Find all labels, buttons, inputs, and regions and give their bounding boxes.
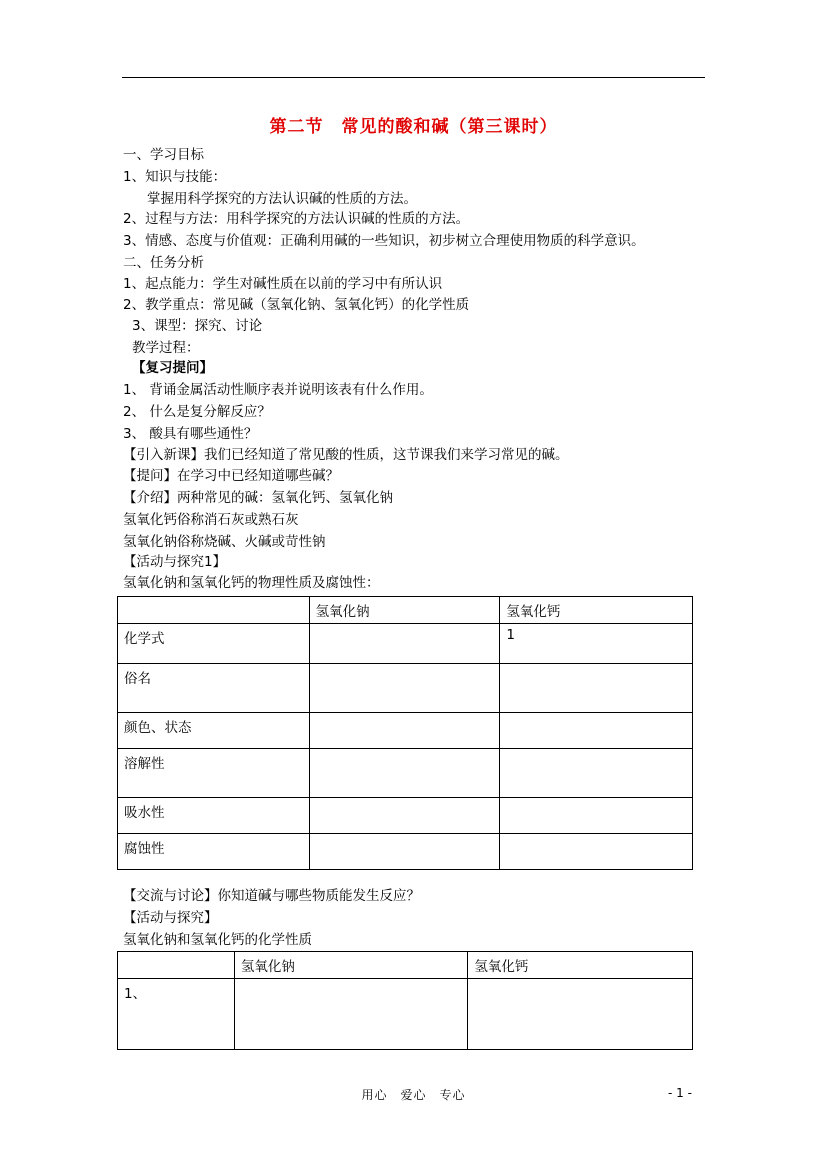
- text-line: 氢氧化钠和氢氧化钙的物理性质及腐蚀性：: [123, 575, 380, 591]
- header-rule: [122, 77, 705, 78]
- table-cell: 1、: [118, 979, 235, 1050]
- table-header-cell: 氢氧化钠: [309, 597, 500, 624]
- table-row: [118, 624, 693, 664]
- chemical-properties-table: [117, 951, 693, 1050]
- table-cell[interactable]: [500, 834, 693, 870]
- page-number: - 1 -: [668, 1086, 692, 1100]
- table-row: [118, 664, 693, 713]
- table-cell: 化学式: [118, 624, 310, 664]
- table-header-cell: 氢氧化钠: [234, 952, 468, 979]
- table-cell: 俗名: [118, 664, 310, 713]
- text-line: 2、过程与方法：用科学探究的方法认识碱的性质的方法。: [123, 211, 470, 227]
- table-row: [118, 979, 693, 1050]
- text-line: 3、情感、态度与价值观：正确利用碱的一些知识，初步树立合理使用物质的科学意识。: [123, 233, 645, 249]
- table-cell[interactable]: [234, 979, 468, 1050]
- text-line: 【活动与探究】: [123, 910, 218, 926]
- table-header-cell: 氢氧化钙: [468, 952, 693, 979]
- bold-heading: 【复习提问】: [132, 360, 213, 376]
- question-line: 2、 什么是复分解反应？: [123, 404, 271, 420]
- document-title: 第二节 常见的酸和碱（第三课时）: [269, 117, 558, 137]
- text-line: 1、知识与技能：: [123, 169, 227, 185]
- text-line: 氢氧化钠和氢氧化钙的化学性质: [123, 932, 312, 948]
- text-line: 【交流与讨论】你知道碱与哪些物质能发生反应？: [123, 888, 420, 904]
- text-line: 氢氧化钙俗称消石灰或熟石灰: [123, 512, 299, 528]
- table-cell: 吸水性: [118, 798, 310, 834]
- section-heading: 一、学习目标: [123, 147, 204, 163]
- table-cell[interactable]: [468, 979, 693, 1050]
- table-header-cell: [118, 597, 310, 624]
- table-row: [118, 713, 693, 749]
- table-cell[interactable]: [309, 834, 500, 870]
- text-line: 【提问】在学习中已经知道哪些碱？: [123, 468, 339, 484]
- text-line: 【活动与探究1】: [123, 554, 227, 570]
- text-line: 掌握用科学探究的方法认识碱的性质的方法。: [147, 191, 417, 207]
- table-cell: 腐蚀性: [118, 834, 310, 870]
- text-line: 教学过程：: [132, 340, 200, 356]
- table-cell[interactable]: [309, 664, 500, 713]
- question-line: 1、 背诵金属活动性顺序表并说明该表有什么作用。: [123, 382, 433, 398]
- physical-properties-table: [117, 596, 693, 870]
- table-row: [118, 798, 693, 834]
- text-line: 2、教学重点：常见碱（氢氧化钠、氢氧化钙）的化学性质: [123, 297, 470, 313]
- table-cell[interactable]: 1: [500, 624, 693, 664]
- question-line: 3、 酸具有哪些通性？: [123, 426, 258, 442]
- text-line: 3、课型：探究、讨论: [132, 318, 263, 334]
- table-row: [118, 749, 693, 798]
- text-line: 【介绍】两种常见的碱：氢氧化钙、氢氧化钠: [123, 490, 393, 506]
- table-cell: 溶解性: [118, 749, 310, 798]
- table-row: [118, 834, 693, 870]
- table-cell[interactable]: [500, 749, 693, 798]
- table-cell[interactable]: [500, 713, 693, 749]
- table-cell[interactable]: [500, 664, 693, 713]
- table-cell[interactable]: [309, 798, 500, 834]
- section-heading: 二、任务分析: [123, 255, 204, 271]
- table-header-cell: 氢氧化钙: [500, 597, 693, 624]
- text-line: 1、起点能力：学生对碱性质在以前的学习中有所认识: [123, 276, 443, 292]
- table-cell[interactable]: [309, 624, 500, 664]
- footer-motto: 用心 爱心 专心: [361, 1088, 466, 1102]
- table-header-row: [118, 597, 693, 624]
- table-header-cell: [118, 952, 235, 979]
- table-header-row: [118, 952, 693, 979]
- text-line: 【引入新课】我们已经知道了常见酸的性质，这节课我们来学习常见的碱。: [123, 447, 569, 463]
- table-cell[interactable]: [309, 713, 500, 749]
- table-cell: 颜色、状态: [118, 713, 310, 749]
- text-line: 氢氧化钠俗称烧碱、火碱或苛性钠: [123, 534, 326, 550]
- table-cell[interactable]: [309, 749, 500, 798]
- table-cell[interactable]: [500, 798, 693, 834]
